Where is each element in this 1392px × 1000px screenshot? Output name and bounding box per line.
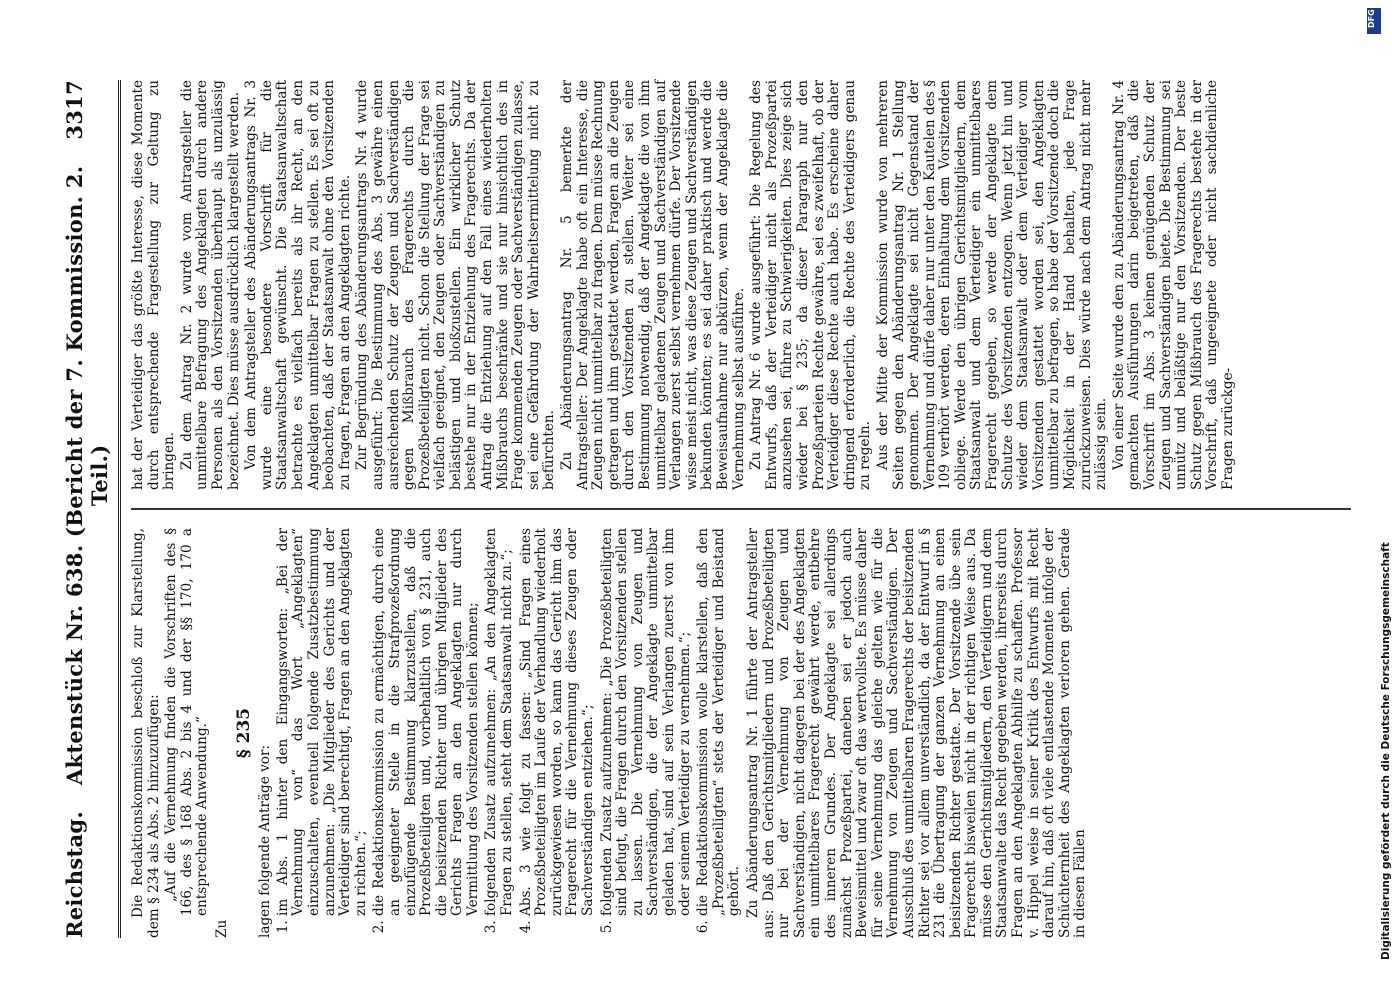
- paragraph: Zu dem Antrag Nr. 2 wurde vom Antragsteller die unmittelbare Befragung des Angeklagten durch andere Personen als den Vorsitzenden überhaupt als unzulässig bezeichnet. Dies müsse ausdrücklich klargestellt werden.: [178, 80, 242, 490]
- page-number: 3317: [62, 80, 87, 140]
- funding-note: Digitalisierung gefördert durch die Deutsche Forschungsgemeinschaft: [1380, 542, 1392, 960]
- column-divider: [131, 508, 1351, 510]
- list-item: 2. die Redaktionskommission zu ermächtigen, durch eine an geeigneter Stelle in die Strafprozeßordnung einzufügende Bestimmung klarzustellen, daß die Prozeßbeteiligten und, vorbehaltlich von § 231, auch die beisitzenden Richter und übrigen Mitglieder des Gerichts Fragen an den Angeklagten nur durch Vermittlung des Vorsitzenden stellen können;: [372, 528, 481, 916]
- header-title: Aktenstück Nr. 638. (Bericht der 7. Kommission. 2. Teil.): [62, 165, 112, 786]
- paragraph: Von einer Seite wurde den zu Abänderungsantrag Nr. 4 gemachten Ausführungen darin beigetreten, daß die Vorschrift im Abs. 3 keinen genügenden Schutz der Zeugen und Sachverständigen biete. Die Bestimmung sei unnütz und beläßtige nur den Vorsitzenden. Der beste Schutz gegen Mißbrauch des Fragerechts bestehe in der Vorschrift, daß ungeeignete oder nicht sachdienliche Fragen zurückge-: [1110, 80, 1236, 490]
- paragraph: lagen folgende Anträge vor:: [257, 744, 274, 938]
- paragraph: Von dem Antragsteller des Abänderungsantrags Nr. 3 wurde eine besondere Vorschrift für die Staatsanwaltschaft gewünscht. Die Staatsanwaltschaft betrachte es vielfach bereits als ihr Recht, an den Angeklagten unmittelbar Fragen zu stellen. Es sei oft zu beobachten, daß der Staatsanwalt ohne den Vorsitzenden zu fragen, Fragen an den Angeklagten richte.: [243, 80, 353, 490]
- list-item: 6. die Redaktionskommission wolle klarstellen, daß den „Prozeßbeteiligten“ stets der Verteidiger und Beistand gehört.: [696, 528, 743, 916]
- paragraph: Die Redaktionskommission beschloß zur Klarstellung, dem § 234 als Abs. 2 hinzuzufügen:: [130, 528, 162, 938]
- paragraph: Aus der Mitte der Kommission wurde von mehreren Seiten gegen den Abänderungsantrag Nr. 1 Stellung genommen. Der Angeklagte sei nicht Gegenstand der Vernehmung und dürfe daher nur unter den Kautelen des § 109 verhört werden, deren Einhaltung dem Vorsitzenden obliege. Werde den übrigen Gerichtsmitgliedern, dem Staatsanwalt und dem Verteidiger ein unmittelbares Fragerecht gegeben, so werde der Angeklagte dem Schutze des Vorsitzenden entzogen. Wenn jetzt hin und wieder dem Staatsanwalt oder dem Verteidiger vom Vorsitzenden gestattet worden sei, den Angeklagten unmittelbar zu befragen, so habe der Vorsitzende doch die Möglichkeit in der Hand behalten, jede Frage zurückzuweisen. Dies würde nach dem Antrag nicht mehr zulässig sein.: [874, 80, 1110, 490]
- zu-label: Zu: [213, 919, 230, 938]
- paragraph: Zu Abänderungsantrag Nr. 1 führte der Antragsteller aus: Daß den Gerichtsmitgliedern und Prozeßbeteiligten nur bei der Vernehmung von Zeugen und Sachverständigen, nicht dagegen bei der des Angeklagten ein unmittelbares Fragerecht gewährt werde, entbehre des inneren Grundes. Der Angeklagte sei allerdings zunächst Prozeßpartei, daneben sei er jedoch auch Beweismittel und zwar oft das wertvollste. Es müsse daher für seine Vernehmung das gleiche gelten wie für die Vernehmung von Zeugen und Sachverständigen. Der Ausschluß des unmittelbaren Fragerechts der beisitzenden Richter sei vor allem unverständlich, da der Entwurf in § 231 die Übertragung der ganzen Vernehmung an einen beisitzenden Richter gestatte. Der Vorsitzende übe sein Fragerecht bisweilen nicht in der richtigen Weise aus. Da müsse den Gerichtsmitgliedern, den Verteidigern und dem Staatsanwalte das Recht gegeben werden, ihrerseits durch Fragen an den Angeklagten Abhilfe zu schaffen. Professor v. Hippel weise in seiner Kritik des Entwurfs mit Recht darauf hin, daß oft viele entlastende Momente infolge der Schüchternheit des Angeklagten verloren gehen. Gerade in diesen Fällen: [744, 528, 1089, 938]
- text-columns: [131, 80, 1351, 938]
- paragraph: Zu Abänderungsantrag Nr. 5 bemerkte der Antragsteller: Der Angeklagte habe oft ein Interesse, die Zeugen nicht unmittelbar zu fragen. Dem müsse Rechnung getragen und ihm gestattet werden, Fragen an die Zeugen durch den Vorsitzenden zu stellen. Weiter sei eine Bestimmung notwendig, daß der Angeklagte die von ihm unmittelbar geladenen Zeugen und Sachverständigen auf Verlangen zuerst selbst vernehmen dürfe. Der Vorsitzende wisse meist nicht, was diese Zeugen und Sachverständigen bekunden könnten; es sei daher praktisch und werde die Beweisaufnahme nur abkürzen, wenn der Angeklagte die Vernehmung selbst ausführe.: [559, 80, 747, 490]
- list-item: 1. im Abs. 1 hinter den Eingangsworten: „Bei der Vernehmung von“ das Wort „Angeklagten“ einzuschalten, eventuell folgende Zusatzbestimmung anzunehmen: „Die Mitglieder des Gerichts und der Verteidiger sind berechtigt, Fragen an den Angeklagten zu richten.“;: [276, 528, 370, 916]
- paragraph: Zu Antrag Nr. 6 wurde ausgeführt: Die Regelung des Entwurfs, daß der Verteidiger nicht als Prozeßpartei anzusehen sei, führe zu Schwierigkeiten. Dies zeige sich wieder bei § 235; da dieser Paragraph nur den Prozeßparteien Rechte gewähre, sei es zweifelhaft, ob der Verteidiger diese Rechte auch habe. Es erscheine daher dringend erforderlich, die Rechte des Verteidigers genau zu regeln.: [748, 80, 874, 490]
- paragraph: hat der Verteidiger das größte Interesse, diese Momente durch entsprechende Fragestellung zur Geltung zu bringen.: [130, 80, 178, 490]
- paragraph: Zur Begründung des Abänderungsantrags Nr. 4 wurde ausgeführt: Die Bestimmung des Abs. 3 gewähre einen ausreichenden Schutz der Zeugen und Sachverständigen gegen Mißbrauch des Fragerechts durch die Prozeßbeteiligten nicht. Schon die Stellung der Frage sei vielfach geeignet, den Zeugen oder Sachverständigen zu belästigen und bloßzustellen. Ein wirklicher Schutz bestehe nur in der Entziehung des Fragerechts. Da der Antrag die Entziehung auf den Fall eines wiederholten Mißbrauchs beschränke und sie nur hinsichtlich des in Frage kommenden Zeugen oder Sachverständigen zulasse, sei eine Gefährdung der Wahrheitsermittelung nicht zu befürchten.: [354, 80, 558, 490]
- logo-text: DFG: [1367, 9, 1376, 28]
- section-heading: § 235: [233, 707, 254, 759]
- list-item: 3. folgenden Zusatz aufzunehmen: „An den Angeklagten Fragen zu stellen, steht dem Staatsanwalt nicht zu.“;: [484, 528, 515, 916]
- column-left: [131, 528, 1351, 938]
- list-item: 5. folgenden Zusatz aufzunehmen: „Die Prozeßbeteiligten sind befugt, die Fragen durch den Vorsitzenden stellen zu lassen. Die Vernehmung von Zeugen und Sachverständigen, die der Angeklagte unmittelbar geladen hat, sind auf sein Verlangen zuerst von ihm oder seinem Verteidiger zu vernehmen.“;: [600, 528, 694, 916]
- header-left: Reichstag.: [62, 811, 87, 938]
- list-item: 4. Abs. 3 wie folgt zu fassen: „Sind Fragen eines Prozeßbeteiligten im Laufe der Verhandlung wiederholt zurückgewiesen worden, so kann das Gericht ihm das Fragerecht für die Vernehmung dieses Zeugen oder Sachverständigen entziehen.“;: [519, 528, 597, 916]
- column-right: [131, 80, 1351, 490]
- quote: „Auf die Vernehmung finden die Vorschriften des § 166, des § 168 Abs. 2 bis 4 und der §§ 170, 170 a entsprechende Anwendung.“: [163, 528, 211, 916]
- page-header: [62, 80, 121, 938]
- side-note: [1366, 0, 1392, 1000]
- motion-list: [276, 528, 743, 938]
